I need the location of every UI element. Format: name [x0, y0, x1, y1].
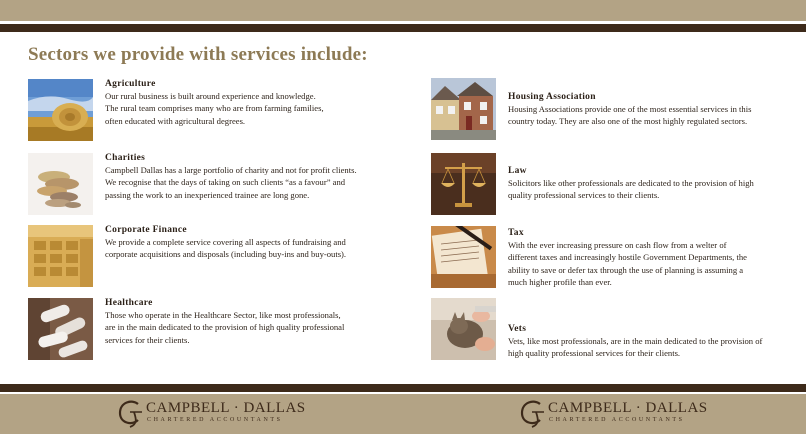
sector-text-line: Vets, like most professionals, are in the main dedicated to the provision of [508, 336, 763, 346]
hay-bale-field-photo [28, 79, 93, 141]
sector-title: Law [508, 166, 527, 176]
sector-title: Agriculture [105, 79, 156, 89]
sector-text-line: passing the work to an inexperienced trainee are long gone. [105, 189, 310, 200]
sector-text-line: Housing Associations provide one of the most essential services in this [508, 104, 752, 114]
campbell-dallas-logo [116, 398, 306, 428]
sector-vets [431, 298, 791, 362]
sector-title: Vets [508, 324, 527, 334]
sector-text-line: Solicitors like other professionals are dedicated to the provision of high [508, 178, 754, 188]
sector-text-line: quality professional services to their clients. [508, 190, 660, 201]
sector-text-line: corporate acquisitions and disposals (including buy-ins and buy-outs). [105, 249, 347, 260]
sector-text-line: different taxes and increasingly hostile Government Departments, the [508, 252, 747, 263]
sector-text-line: With the ever increasing pressure on cash flow from a welter of [508, 240, 727, 250]
sector-healthcare [28, 298, 388, 362]
calculator-photo [28, 225, 93, 287]
sector-text-line: Our rural business is built around experience and knowledge. [105, 91, 316, 101]
sector-charities [28, 153, 388, 217]
houses-photo [431, 78, 496, 140]
sector-title: Charities [105, 153, 146, 163]
sector-corporate-finance [28, 225, 388, 289]
sector-title: Healthcare [105, 298, 153, 308]
sector-tax [431, 226, 791, 290]
vet-with-cat-photo [431, 298, 496, 360]
sector-housing-association [431, 78, 791, 142]
logo-subtitle: CHARTERED ACCOUNTANTS [549, 417, 685, 423]
page-title: Sectors we provide with services include: [28, 44, 368, 65]
scales-of-justice-photo [431, 153, 496, 215]
logo-name: CAMPBELL · DALLAS [146, 400, 306, 416]
sector-text-line: services for their clients. [105, 334, 190, 345]
sector-text-line: country today. They are also one of the most highly regulated sectors. [508, 116, 748, 127]
logo-subtitle: CHARTERED ACCOUNTANTS [147, 417, 283, 423]
sector-title: Tax [508, 228, 524, 238]
sector-agriculture [28, 79, 388, 143]
sector-text-line: often educated with agricultural degrees. [105, 115, 246, 126]
logo-monogram-icon [116, 398, 148, 428]
coins-photo [28, 153, 93, 215]
sector-law [431, 153, 791, 217]
sector-text-line: Those who operate in the Healthcare Sector, like most professionals, [105, 310, 341, 320]
sector-text-line: We provide a complete service covering all aspects of fundraising and [105, 237, 346, 247]
sector-title: Housing Association [508, 92, 596, 102]
sector-title: Corporate Finance [105, 225, 187, 235]
sector-text-line: We recognise that the days of taking on such clients “as a favour” and [105, 177, 346, 188]
sector-text-line: high quality professional services for their clients. [508, 348, 681, 359]
sector-text-line: Campbell Dallas has a large portfolio of charity and not for profit clients. [105, 165, 357, 175]
top-band [0, 0, 806, 21]
logo-monogram-icon [518, 398, 550, 428]
top-rule [0, 24, 806, 32]
sector-text-line: ability to save or defer tax through the use of planning is assuming a [508, 264, 744, 275]
logo-name: CAMPBELL · DALLAS [548, 400, 708, 416]
sector-text-line: are in the main dedicated to the provision of high quality professional [105, 322, 345, 333]
sector-text-line: The rural team comprises many who are from farming families, [105, 103, 324, 114]
sector-text-line: much higher profile than ever. [508, 277, 612, 288]
campbell-dallas-logo [518, 398, 708, 428]
bottom-rule [0, 384, 806, 392]
pen-and-documents-photo [431, 226, 496, 288]
pills-photo [28, 298, 93, 360]
